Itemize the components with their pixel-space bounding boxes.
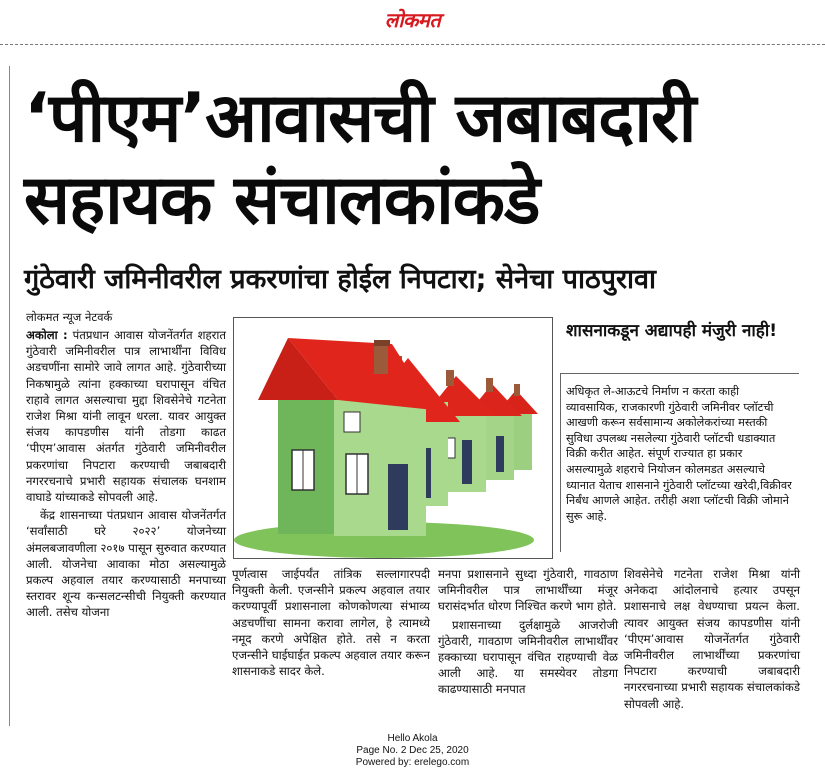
houses-illustration	[234, 318, 552, 558]
column-3-paragraph-2: प्रशासनाच्या दुर्लक्षामुळे आजरोजी गुंठेवारी, गावठाण जमिनीवरील लाभार्थींवर हक्काच्या घरापासून वंचित राहण्याची वेळ आली आहे. या समस्येवर तोडगा काढण्यासाठी मनपात	[438, 617, 618, 697]
article-column-3	[438, 566, 618, 700]
column-1-paragraph-2: केंद्र शासनाच्या पंतप्रधान आवास योजनेंतर्गत ‘सर्वांसाठी घरे २०२२’ योजनेच्या अंमलबजावणीला २०१७ पासून सुरुवात करण्यात आली. योजनेचा आवाका मोठा असल्यामुळे प्रकल्प अहवाल तयार करण्यासाठी मनपाच्या स्तरावर शून्य कन्सलटन्सीची नियुक्ती करण्यात आली. तसेच योजना	[26, 508, 226, 620]
column-1-paragraph-1	[26, 327, 226, 505]
sidebar-title: शासनाकडून अद्यापही मंजुरी नाही!	[566, 321, 777, 341]
headline-line-2: सहायक संचालकांकडे	[24, 161, 540, 240]
page-footer	[0, 733, 825, 769]
headline-line-1: ‘पीएम’आवासची जबाबदारी	[24, 79, 696, 158]
headline	[24, 78, 814, 242]
article-column-1	[26, 310, 226, 623]
sidebar-text: अधिकृत ले-आऊटचे निर्माण न करता काही व्यावसायिक, राजकारणी गुंठेवारी जमिनीवर प्लॉटची आखणी करून सर्वसामान्य अकोलेकरांच्या मस्तकी सुविधा उपलब्ध नसलेल्या गुंठेवारी प्लॉटची धडाक्यात विक्री करीत आहेत. संपूर्ण राज्यात हा प्रकार असल्यामुळे शहराचे नियोजन कोलमडत असल्याचे ध्यानात येताच शासनाने गुंठेवारी प्लॉटच्या खरेदी,विक्रीवर निर्बंध आणले आहेत. तरीही अशा प्लॉटची विक्री जोमाने सुरू आहे.	[566, 385, 792, 523]
article-column-2	[232, 566, 430, 681]
column-4-paragraph-1: शिवसेनेचे गटनेता राजेश मिश्रा यांनी अनेकदा आंदोलनाचे हत्यार उपसून प्रशासनाचे लक्ष वेधण्याचा प्रयत्न केला. त्यावर आयुक्त संजय कापडणीस यांनी ‘पीएम’आवास योजनेंतर्गत गुंठेवारी जमिनीवरील लाभार्थींच्या प्रकरणांचा निपटारा करण्याची जबाबदारी नगररचनाच्या प्रभारी सहायक संचालकांकडे सोपवली आहे.	[624, 567, 800, 711]
footer-powered-by: Powered by: erelego.com	[355, 757, 470, 768]
footer-edition: Hello Akola	[387, 733, 438, 744]
column-3-paragraph-1: मनपा प्रशासनाने सुध्दा गुंठेवारी, गावठाण जमिनीवरील पात्र लाभार्थींच्या मंजूर घरासंदर्भात धोरण निश्चित करणे भाग होते.	[438, 567, 618, 614]
header-dashed-rule	[0, 44, 825, 45]
byline: लोकमत न्यूज नेटवर्क	[26, 310, 113, 324]
houses-photo	[233, 317, 553, 559]
left-margin-rule	[9, 66, 10, 726]
dateline: अकोला :	[26, 328, 68, 342]
footer-page-date: Page No. 2 Dec 25, 2020	[356, 745, 469, 756]
subheadline: गुंठेवारी जमिनीवरील प्रकरणांचा होईल निपटारा; सेनेचा पाठपुरावा	[24, 264, 657, 295]
masthead-logo: लोकमत	[384, 8, 441, 32]
column-2-paragraph-1: पूर्णत्वास जाईपर्यंत तांत्रिक सल्लागारपदी नियुक्ती केली. एजन्सीने प्रकल्प अहवाल तयार करण्यापूर्वी प्रशासनाला कोणकोणत्या संभाव्य अडचणींचा सामना करावा लागेल, हे त्यामध्ये नमूद करणे अपेक्षित होते. तसे न करता एजन्सीने घाईघाईत प्रकल्प अहवाल तयार करून शासनाकडे सादर केले.	[232, 567, 430, 679]
article-column-4	[624, 566, 800, 714]
column-1-paragraph-1-text: पंतप्रधान आवास योजनेंतर्गत शहरात गुंठेवारी जमिनीवरील पात्र लाभार्थींना विविध अडचणींना सामोरे जावे लागत आहे. गुंठेवारीच्या निकषामुळे त्यांना हक्काच्या घरापासून वंचित राहावे लागत असल्याचा मुद्दा शिवसेनेचे गटनेता राजेश मिश्रा यांनी लावून धरला. यावर आयुक्त संजय कापडणीस यांनी तोडगा काढत ‘पीएम’आवास अंतर्गत गुंठेवारी जमिनीवरील प्रकरणांचा निपटारा करण्याची जबाबदारी नगररचनाचे प्रभारी सहायक संचालक घनशाम वाघाडे यांच्याकडे सोपवली आहे.	[26, 328, 227, 505]
